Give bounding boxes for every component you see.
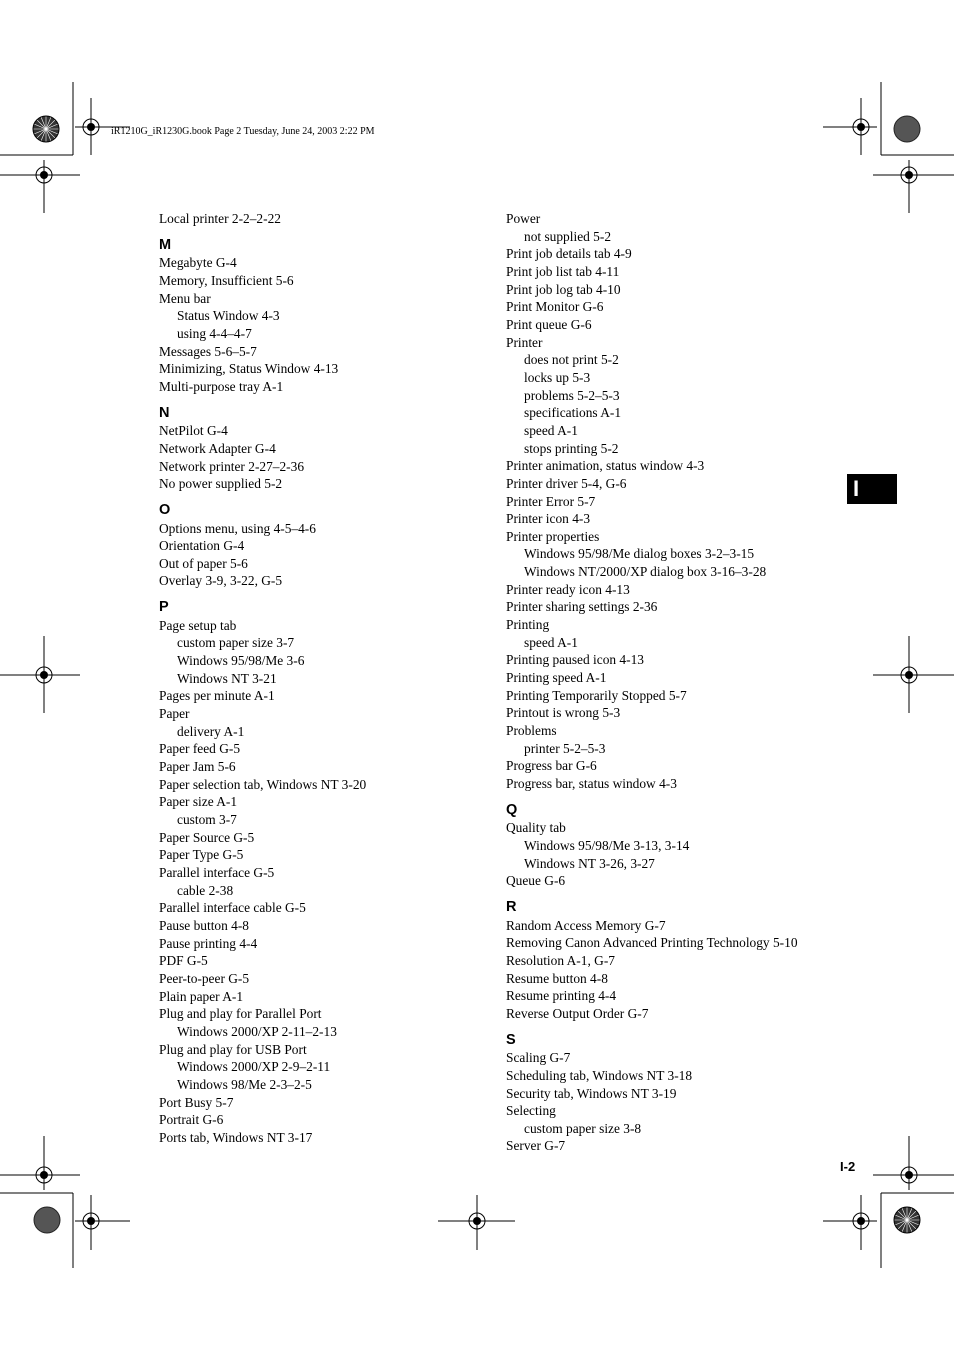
index-section	[159, 502, 489, 590]
index-subentry: using 4-4–4-7	[177, 325, 252, 341]
index-entry: Options menu, using 4-5–4-6	[159, 520, 316, 536]
index-section	[159, 405, 489, 493]
index-entry: Progress bar G-6	[506, 758, 597, 774]
index-entry: Quality tab	[506, 820, 566, 836]
index-subentry: Windows 95/98/Me 3-6	[177, 653, 305, 669]
index-entry: Printer ready icon 4-13	[506, 581, 630, 597]
color-patch-mark	[34, 1207, 60, 1233]
index-entry: Printing	[506, 617, 550, 633]
index-section	[159, 237, 489, 396]
index-subentry: stops printing 5-2	[524, 440, 619, 456]
index-entry: Security tab, Windows NT 3-19	[506, 1085, 677, 1101]
index-entry: Pages per minute A-1	[159, 688, 275, 704]
index-entry: Printing paused icon 4-13	[506, 652, 644, 668]
index-letter-heading: N	[159, 404, 170, 421]
index-entry: Page setup tab	[159, 617, 237, 633]
index-entry: Print Monitor G-6	[506, 299, 604, 315]
section-tab: I	[847, 474, 897, 504]
index-entry: Ports tab, Windows NT 3-17	[159, 1129, 313, 1145]
index-entry: Print job details tab 4-9	[506, 246, 632, 262]
index-entry: Printer Error 5-7	[506, 493, 596, 509]
index-subentry: specifications A-1	[524, 405, 622, 421]
index-subentry: Windows NT 3-26, 3-27	[524, 855, 655, 871]
index-column-left	[159, 210, 489, 1146]
index-entry: No power supplied 5-2	[159, 476, 283, 492]
index-subentry: delivery A-1	[177, 723, 245, 739]
index-entry: Queue G-6	[506, 873, 566, 889]
index-subentry: printer 5-2–5-3	[524, 740, 606, 756]
index-section	[506, 899, 836, 1023]
index-letter-heading: S	[506, 1031, 516, 1048]
print-header-info: iR1210G_iR1230G.book Page 2 Tuesday, June 24, 2003 2:22 PM	[111, 126, 375, 137]
index-section	[506, 1032, 836, 1156]
color-patch-mark	[894, 116, 920, 142]
index-section	[159, 210, 489, 228]
index-entry: Power	[506, 211, 541, 226]
index-entry: Scaling G-7	[506, 1050, 571, 1066]
index-entry: Local printer 2-2–2-22	[159, 211, 281, 226]
index-entry: Printer sharing settings 2-36	[506, 599, 658, 615]
index-entry: Resume printing 4-4	[506, 988, 617, 1004]
index-subentry: Windows 95/98/Me 3-13, 3-14	[524, 837, 690, 853]
index-entry: Port Busy 5-7	[159, 1094, 234, 1110]
starburst-mark	[894, 1207, 920, 1233]
index-subentry: custom paper size 3-8	[524, 1120, 642, 1136]
index-letter-heading: R	[506, 898, 517, 915]
index-entry: Paper size A-1	[159, 794, 238, 810]
index-letter-heading: P	[159, 599, 169, 616]
index-entry: Problems	[506, 723, 557, 739]
index-subentry: speed A-1	[524, 634, 578, 650]
index-entry: Paper Type G-5	[159, 847, 244, 863]
index-entry: Megabyte G-4	[159, 255, 237, 271]
index-entry: Printing speed A-1	[506, 670, 607, 686]
index-entry: Minimizing, Status Window 4-13	[159, 361, 339, 377]
index-entry: Paper feed G-5	[159, 741, 241, 757]
index-subentry: not supplied 5-2	[524, 228, 612, 244]
index-entry: Network printer 2-27–2-36	[159, 458, 305, 474]
index-entry: Pause printing 4-4	[159, 935, 258, 951]
index-entry: Resume button 4-8	[506, 970, 608, 986]
index-entry: Menu bar	[159, 290, 211, 306]
index-entry: Printer animation, status window 4-3	[506, 458, 705, 474]
index-entry: Print queue G-6	[506, 316, 592, 332]
index-subentry: Windows 2000/XP 2-11–2-13	[177, 1023, 337, 1039]
index-entry: Resolution A-1, G-7	[506, 952, 615, 968]
index-subentry: custom paper size 3-7	[177, 635, 295, 651]
index-subentry: Windows 95/98/Me dialog boxes 3-2–3-15	[524, 546, 755, 562]
index-subentry: speed A-1	[524, 422, 578, 438]
index-entry: Overlay 3-9, 3-22, G-5	[159, 573, 283, 589]
index-letter-heading: O	[159, 501, 171, 518]
index-entry: Orientation G-4	[159, 538, 245, 554]
index-entry: Plug and play for USB Port	[159, 1041, 307, 1057]
index-entry: Progress bar, status window 4-3	[506, 776, 677, 791]
index-subentry: problems 5-2–5-3	[524, 387, 620, 403]
index-entry: Plain paper A-1	[159, 988, 244, 1004]
index-entry: Reverse Output Order G-7	[506, 1005, 649, 1021]
index-entry: Pause button 4-8	[159, 917, 250, 933]
index-column-right	[506, 210, 836, 1155]
index-subentry: cable 2-38	[177, 882, 234, 898]
index-entry: Portrait G-6	[159, 1112, 224, 1128]
page-number: I-2	[840, 1159, 856, 1174]
index-entry: Scheduling tab, Windows NT 3-18	[506, 1067, 693, 1083]
index-entry: Paper selection tab, Windows NT 3-20	[159, 776, 367, 792]
index-entry: Printer driver 5-4, G-6	[506, 475, 627, 491]
index-entry: Messages 5-6–5-7	[159, 343, 257, 359]
index-entry: Printout is wrong 5-3	[506, 705, 621, 721]
index-entry: Selecting	[506, 1103, 556, 1119]
starburst-mark	[33, 116, 59, 142]
index-entry: Parallel interface G-5	[159, 864, 275, 880]
index-entry: Printer icon 4-3	[506, 511, 591, 527]
index-entry: Server G-7	[506, 1138, 566, 1154]
index-entry: Print job log tab 4-10	[506, 281, 621, 297]
index-entry: Network Adapter G-4	[159, 440, 276, 456]
index-entry: Printer properties	[506, 528, 600, 544]
index-section	[506, 802, 836, 890]
index-entry: Peer-to-peer G-5	[159, 970, 250, 986]
index-subentry: custom 3-7	[177, 812, 237, 827]
index-subentry: Windows NT/2000/XP dialog box 3-16–3-28	[524, 564, 767, 580]
index-subentry: Status Window 4-3	[177, 308, 280, 324]
index-entry: Printing Temporarily Stopped 5-7	[506, 687, 687, 703]
index-entry: Print job list tab 4-11	[506, 263, 620, 279]
index-section	[159, 599, 489, 1146]
index-subentry: Windows NT 3-21	[177, 670, 277, 686]
index-entry: Paper Jam 5-6	[159, 759, 236, 775]
index-entry: Random Access Memory G-7	[506, 917, 666, 933]
index-entry: PDF G-5	[159, 953, 208, 969]
index-letter-heading: Q	[506, 801, 518, 818]
index-subentry: locks up 5-3	[524, 369, 591, 385]
index-entry: Plug and play for Parallel Port	[159, 1006, 322, 1022]
index-entry: Parallel interface cable G-5	[159, 900, 306, 916]
index-entry: Out of paper 5-6	[159, 555, 248, 571]
index-letter-heading: M	[159, 236, 172, 253]
index-section	[506, 210, 836, 793]
index-entry: Printer	[506, 334, 543, 350]
index-entry: Paper Source G-5	[159, 829, 255, 845]
index-subentry: does not print 5-2	[524, 352, 619, 368]
index-entry: NetPilot G-4	[159, 423, 228, 439]
index-entry: Multi-purpose tray A-1	[159, 378, 284, 394]
index-entry: Paper	[159, 706, 190, 722]
index-subentry: Windows 98/Me 2-3–2-5	[177, 1076, 312, 1092]
index-entry: Memory, Insufficient 5-6	[159, 272, 294, 288]
index-entry: Removing Canon Advanced Printing Technology 5-10	[506, 935, 798, 951]
index-subentry: Windows 2000/XP 2-9–2-11	[177, 1059, 331, 1075]
